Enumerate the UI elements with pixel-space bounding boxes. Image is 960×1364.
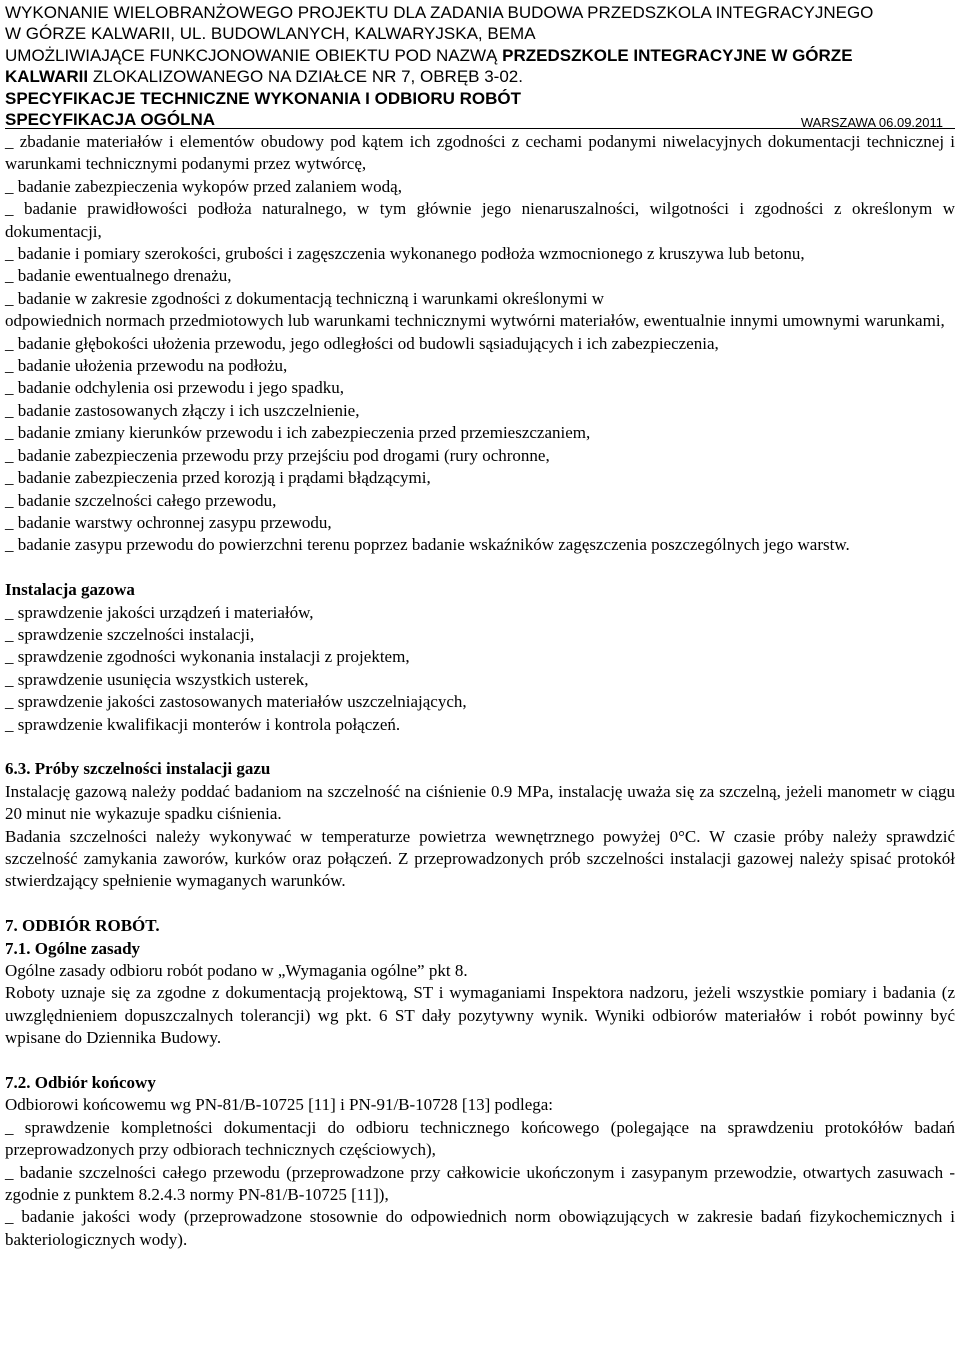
- section-heading-6-3: 6.3. Próby szczelności instalacji gazu: [5, 759, 271, 779]
- list-item: _ badanie zabezpieczenia przed korozją i prądami błądzącymi,: [5, 468, 431, 488]
- list-item: _ sprawdzenie kompletności dokumentacji do odbioru technicznego końcowego (polegające na sprawdzeniu protokółów badań przeprowadzonych przy odbiorach technicznych częściowych),: [5, 1117, 955, 1160]
- list-item: _ badanie zmiany kierunków przewodu i ich zabezpieczenia przed przemieszczaniem,: [5, 423, 591, 443]
- header-project-line-1: WYKONANIE WIELOBRANŻOWEGO PROJEKTU DLA ZADANIA BUDOWA PRZEDSZKOLA INTEGRACYJNEGO: [5, 3, 874, 22]
- paragraph: Ogólne zasady odbioru robót podano w „Wymagania ogólne” pkt 8.: [5, 960, 468, 980]
- list-item: _ sprawdzenie jakości urządzeń i materiałów,: [5, 602, 314, 622]
- list-item: _ sprawdzenie zgodności wykonania instalacji z projektem,: [5, 647, 410, 667]
- list-item: _ badanie szczelności całego przewodu (przeprowadzone przy całkowicie ukończonym i zasypanym przewodzie, otwartych zasuwach - zgodnie z punktem 8.2.4.3 normy PN-81/B-10725 [11]),: [5, 1162, 955, 1205]
- list-item: _ sprawdzenie kwalifikacji monterów i kontrola połączeń.: [5, 714, 401, 734]
- list-item: _ badanie ewentualnego drenażu,: [5, 266, 232, 286]
- header-spec-subtitle: SPECYFIKACJA OGÓLNA: [5, 109, 216, 129]
- spacer: [5, 893, 955, 915]
- header-project-line-2: W GÓRZE KALWARII, UL. BUDOWLANYCH, KALWARYJSKA, BEMA: [5, 24, 536, 44]
- list-item: _ badanie odchylenia osi przewodu i jego spadku,: [5, 378, 344, 398]
- list-item: _ badanie zasypu przewodu do powierzchni terenu poprzez badanie wskaźników zagęszczenia poszczególnych jego warstw.: [5, 535, 850, 555]
- list-item: _ badanie szczelności całego przewodu,: [5, 490, 277, 510]
- header-project-line-4: [5, 66, 955, 87]
- header-date: WARSZAWA 06.09.2011: [800, 114, 943, 130]
- list-item: _ sprawdzenie szczelności instalacji,: [5, 624, 255, 644]
- section-heading-7: 7. ODBIÓR ROBÓT.: [5, 916, 160, 936]
- section-heading-7-1: 7.1. Ogólne zasady: [5, 938, 141, 958]
- paragraph: Instalację gazową należy poddać badaniom na szczelność na ciśnienie 0.9 MPa, instalację uważa się za szczelną, jeżeli manometr w ciągu 20 minut nie wykazuje spadku ciśnienia.: [5, 781, 955, 824]
- list-item: _ badanie zabezpieczenia przewodu przy przejściu pod drogami (rury ochronne,: [5, 445, 550, 465]
- section-heading-7-2: 7.2. Odbiór końcowy: [5, 1073, 156, 1092]
- list-item: _ badanie i pomiary szerokości, grubości i zagęszczenia wykonanego podłoża wzmocnionego z kruszywa lub betonu,: [5, 244, 805, 264]
- spacer: [5, 736, 955, 758]
- header-line-3-text: UMOŻLIWIAJĄCE FUNKCJONOWANIE OBIEKTU POD NAZWĄ: [5, 45, 503, 65]
- list-item: _ badanie zabezpieczenia wykopów przed zalaniem wodą,: [5, 176, 402, 196]
- list-item: _ badanie warstwy ochronnej zasypu przewodu,: [5, 512, 332, 532]
- list-item: _ badanie w zakresie zgodności z dokumentacją techniczną i warunkami określonymi w: [5, 288, 605, 308]
- header-line-3-bold: PRZEDSZKOLE INTEGRACYJNE W GÓRZE: [502, 45, 853, 65]
- list-item: _ sprawdzenie usunięcia wszystkich usterek,: [5, 669, 309, 689]
- paragraph: Odbiorowi końcowemu wg PN-81/B-10725 [11] i PN-91/B-10728 [13] podlega:: [5, 1095, 554, 1115]
- paragraph: Badania szczelności należy wykonywać w temperaturze powietrza wewnętrznego powyżej 0°C. W czasie próby należy sprawdzić szczelność zamykania zaworów, kurków oraz połączeń. Z przeprowadzonych prób szczelności instalacji gazowej należy spisać protokół stwierdzający spełnienie wymaganych warunków.: [5, 826, 955, 891]
- section-heading-gas: Instalacja gazowa: [5, 580, 135, 600]
- list-item: odpowiednich normach przedmiotowych lub warunkami technicznymi wytwórni materiałów, ewentualnie innymi umownymi warunkami,: [5, 311, 945, 331]
- list-item: _ zbadanie materiałów i elementów obudowy pod kątem ich zgodności z cechami podanymi niwelacyjnych dokumentacji technicznej i warunkami technicznymi podanymi przez wytwórcę,: [5, 132, 955, 174]
- header-line-4-text: ZLOKALIZOWANEGO NA DZIAŁCE NR 7, OBRĘB 3-02.: [88, 67, 523, 87]
- document-body: [5, 131, 955, 1251]
- list-item: _ sprawdzenie jakości zastosowanych materiałów uszczelniających,: [5, 692, 467, 712]
- header-project-line-3: [5, 45, 955, 66]
- document-header: [5, 2, 955, 130]
- spacer: [5, 1050, 955, 1072]
- header-divider: [5, 128, 955, 129]
- paragraph: Roboty uznaje się za zgodne z dokumentacją projektową, ST i wymaganiami Inspektora nadzoru, jeżeli wszystkie pomiary i badania (z uwzględnieniem dopuszczalnych tolerancji) wg pkt. 6 ST dały pozytywny wynik. Wyniki odbiorów materiałów i robót powinny być wpisane do Dziennika Budowy.: [5, 983, 955, 1048]
- spacer: [5, 557, 955, 579]
- list-item: _ badanie prawidłowości podłoża naturalnego, w tym głównie jego nienaruszalności, wilgotności i zgodności z określonym w dokumentacji,: [5, 199, 955, 241]
- list-item: _ badanie głębokości ułożenia przewodu, jego odległości od budowli sąsiadujących i ich zabezpieczenia,: [5, 333, 719, 353]
- header-spec-title: SPECYFIKACJE TECHNICZNE WYKONANIA I ODBIORU ROBÓT: [5, 88, 522, 108]
- list-item: _ badanie jakości wody (przeprowadzone stosownie do odpowiednich norm obowiązujących w zakresie badań fizykochemicznych i bakteriologicznych wody).: [5, 1207, 955, 1249]
- list-item: _ badanie zastosowanych złączy i ich uszczelnienie,: [5, 400, 360, 420]
- list-item: _ badanie ułożenia przewodu na podłożu,: [5, 356, 288, 376]
- header-line-4-bold: KALWARII: [5, 67, 89, 87]
